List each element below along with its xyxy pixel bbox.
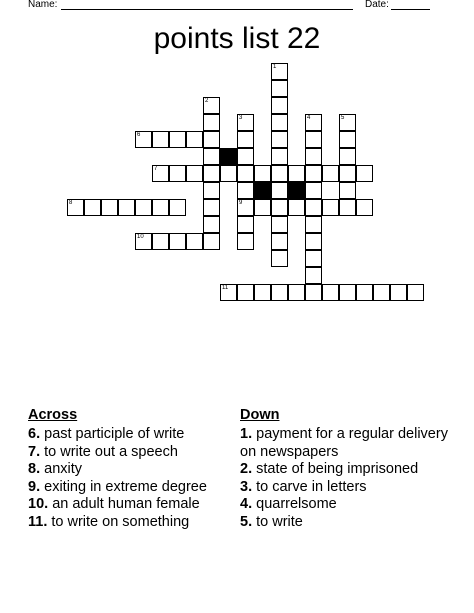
clue-down-3: [240, 479, 455, 497]
grid-cell[interactable]: [237, 114, 254, 131]
grid-cell[interactable]: [186, 233, 203, 250]
grid-cell[interactable]: [271, 165, 288, 182]
grid-cell[interactable]: [135, 199, 152, 216]
grid-cell[interactable]: [169, 233, 186, 250]
grid-cell[interactable]: [152, 165, 169, 182]
clue-across-7: [28, 444, 238, 462]
grid-cell[interactable]: [305, 233, 322, 250]
grid-cell[interactable]: [135, 233, 152, 250]
cell-number: 7: [154, 166, 158, 172]
clue-text: to write on something: [51, 513, 190, 530]
clue-number: 2.: [240, 461, 253, 477]
clue-number: 6.: [28, 426, 41, 442]
grid-cell[interactable]: [339, 114, 356, 131]
clue-number: 3.: [240, 478, 253, 495]
grid-cell[interactable]: [305, 216, 322, 233]
grid-cell[interactable]: [356, 284, 373, 301]
grid-cell[interactable]: [271, 284, 288, 301]
grid-cell[interactable]: [288, 284, 305, 301]
clue-number: 4.: [240, 496, 253, 512]
puzzle-title: points list 22: [153, 22, 321, 55]
grid-cell[interactable]: [203, 182, 220, 199]
grid-cell[interactable]: [271, 216, 288, 233]
cell-number: 8: [69, 200, 73, 206]
date-label: Date:: [365, 0, 389, 10]
clue-number: 7.: [28, 443, 41, 460]
grid-cell[interactable]: [305, 148, 322, 165]
clue-text: exiting in extreme degree: [44, 478, 207, 495]
grid-cell[interactable]: [305, 182, 322, 199]
grid-cell[interactable]: [373, 284, 390, 301]
grid-cell[interactable]: [237, 148, 254, 165]
grid-cell[interactable]: [237, 199, 254, 216]
grid-cell[interactable]: [390, 284, 407, 301]
down-heading: Down: [240, 407, 280, 423]
grid-cell[interactable]: [254, 199, 271, 216]
grid-cell[interactable]: [305, 165, 322, 182]
grid-cell[interactable]: [356, 165, 373, 182]
cell-number: 11: [222, 285, 229, 291]
clue-number: 9.: [28, 478, 41, 495]
grid-cell[interactable]: [203, 97, 220, 114]
grid-cell[interactable]: [220, 165, 237, 182]
grid-cell[interactable]: [339, 182, 356, 199]
across-heading: Across: [28, 407, 78, 423]
grid-cell[interactable]: [271, 80, 288, 97]
grid-cell[interactable]: [203, 216, 220, 233]
clue-number: 10.: [28, 496, 49, 512]
grid-cell[interactable]: [135, 131, 152, 148]
clue-text: state of being imprisoned: [256, 461, 419, 477]
grid-cell[interactable]: [118, 199, 135, 216]
grid-cell[interactable]: [305, 114, 322, 131]
grid-cell[interactable]: [237, 284, 254, 301]
clue-text: to write out a speech: [44, 443, 178, 460]
black-square: [288, 182, 305, 199]
grid-cell[interactable]: [305, 284, 322, 301]
grid-cell[interactable]: [203, 199, 220, 216]
clue-text: anxity: [44, 461, 83, 477]
grid-cell[interactable]: [254, 165, 271, 182]
grid-cell[interactable]: [356, 199, 373, 216]
clue-down-1: [240, 426, 455, 461]
grid-cell[interactable]: [169, 131, 186, 148]
grid-cell[interactable]: [288, 165, 305, 182]
grid-cell[interactable]: [67, 199, 84, 216]
clue-across-10: [28, 496, 238, 514]
grid-cell[interactable]: [84, 199, 101, 216]
grid-cell[interactable]: [305, 199, 322, 216]
down-clues: [240, 406, 455, 531]
grid-cell[interactable]: [339, 131, 356, 148]
grid-cell[interactable]: [237, 165, 254, 182]
grid-cell[interactable]: [101, 199, 118, 216]
clue-across-6: [28, 426, 238, 444]
grid-cell[interactable]: [305, 250, 322, 267]
grid-cell[interactable]: [203, 148, 220, 165]
clue-text: to write: [256, 513, 303, 530]
clue-text: quarrelsome: [256, 496, 337, 512]
grid-cell[interactable]: [271, 250, 288, 267]
grid-cell[interactable]: [339, 165, 356, 182]
across-clues: [28, 406, 238, 531]
grid-cell[interactable]: [152, 131, 169, 148]
cell-number: 10: [137, 234, 144, 240]
grid-cell[interactable]: [271, 233, 288, 250]
clue-down-4: [240, 496, 455, 514]
grid-cell[interactable]: [169, 199, 186, 216]
cell-number: 2: [205, 98, 209, 104]
grid-cell[interactable]: [339, 148, 356, 165]
grid-cell[interactable]: [152, 199, 169, 216]
clue-down-2: [240, 461, 455, 479]
grid-cell[interactable]: [339, 284, 356, 301]
grid-cell[interactable]: [237, 182, 254, 199]
grid-cell[interactable]: [339, 199, 356, 216]
grid-cell[interactable]: [237, 233, 254, 250]
clue-across-8: [28, 461, 238, 479]
clue-number: 1.: [240, 426, 253, 442]
cell-number: 3: [239, 115, 243, 121]
grid-cell[interactable]: [271, 114, 288, 131]
grid-cell[interactable]: [237, 216, 254, 233]
grid-cell[interactable]: [186, 165, 203, 182]
grid-cell[interactable]: [203, 131, 220, 148]
clue-number: 11.: [28, 513, 48, 530]
grid-cell[interactable]: [322, 199, 339, 216]
grid-cell[interactable]: [203, 233, 220, 250]
clue-across-9: [28, 479, 238, 497]
grid-cell[interactable]: [271, 199, 288, 216]
grid-cell[interactable]: [271, 131, 288, 148]
cell-number: 5: [341, 115, 345, 121]
grid-cell[interactable]: [220, 284, 237, 301]
grid-cell[interactable]: [152, 233, 169, 250]
clue-text: past participle of write: [44, 426, 185, 442]
grid-cell[interactable]: [271, 182, 288, 199]
clue-number: 8.: [28, 461, 41, 477]
cell-number: 4: [307, 115, 311, 121]
grid-cell[interactable]: [305, 267, 322, 284]
grid-cell[interactable]: [322, 284, 339, 301]
black-square: [254, 182, 271, 199]
grid-cell[interactable]: [271, 97, 288, 114]
grid-cell[interactable]: [237, 131, 254, 148]
grid-cell[interactable]: [407, 284, 424, 301]
name-label: Name:: [28, 0, 58, 10]
grid-cell[interactable]: [169, 165, 186, 182]
grid-cell[interactable]: [322, 165, 339, 182]
grid-cell[interactable]: [203, 165, 220, 182]
grid-cell[interactable]: [271, 148, 288, 165]
clue-across-11: [28, 514, 238, 532]
grid-cell[interactable]: [288, 199, 305, 216]
clue-text: an adult human female: [52, 496, 200, 512]
cell-number: 1: [273, 64, 277, 70]
grid-cell[interactable]: [271, 63, 288, 80]
cell-number: 6: [137, 132, 141, 138]
clue-text: to carve in letters: [256, 478, 367, 495]
grid-cell[interactable]: [186, 131, 203, 148]
cell-number: 9: [239, 200, 243, 206]
clue-text: payment for a regular delivery on newspapers: [240, 426, 448, 460]
clue-number: 5.: [240, 513, 253, 530]
grid-cell[interactable]: [254, 284, 271, 301]
clue-down-5: [240, 514, 455, 532]
grid-cell[interactable]: [203, 114, 220, 131]
black-square: [220, 148, 237, 165]
grid-cell[interactable]: [305, 131, 322, 148]
